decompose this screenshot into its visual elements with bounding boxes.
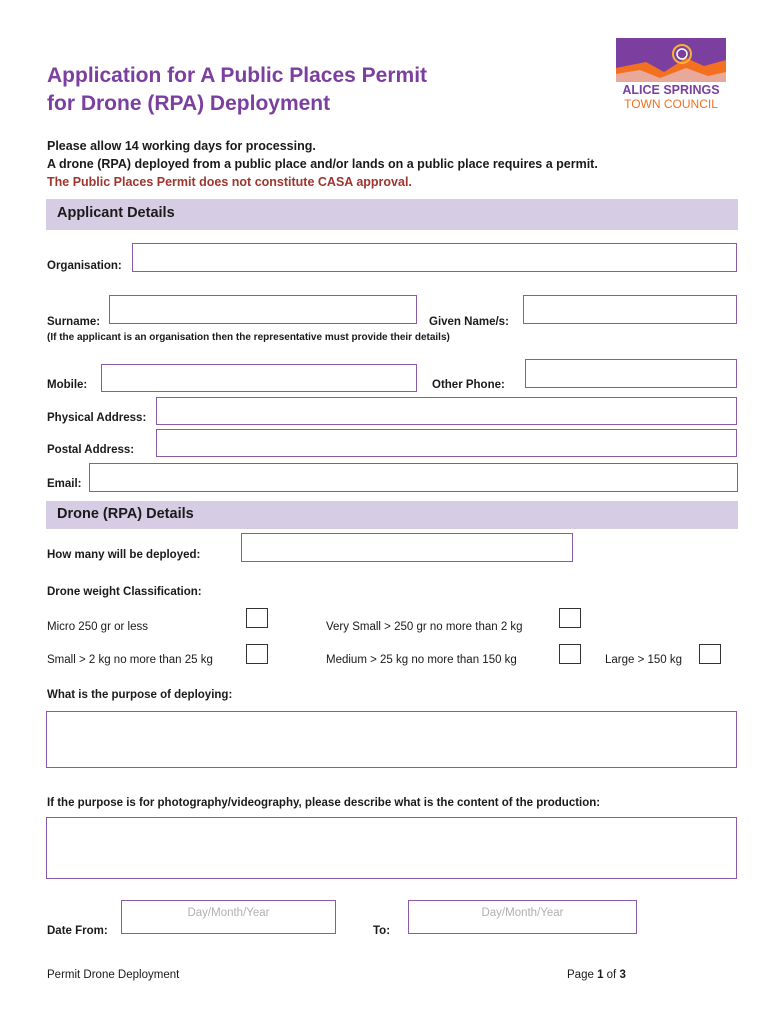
page-prefix: Page [567, 969, 598, 981]
intro-permit-required: A drone (RPA) deployed from a public place and/or lands on a public place requires a permit. [47, 157, 598, 171]
intro-processing: Please allow 14 working days for processing. [47, 139, 316, 153]
surname-label: Surname: [47, 316, 101, 328]
drone-count-field[interactable] [241, 533, 573, 562]
medium-checkbox[interactable] [559, 644, 581, 664]
drone-count-label: How many will be deployed: [47, 549, 201, 561]
title-line-1: Application for A Public Places Permit [47, 64, 428, 87]
drone-section-heading: Drone (RPA) Details [46, 501, 738, 529]
title-line-2: for Drone (RPA) Deployment [47, 92, 331, 115]
physical-address-field[interactable] [156, 397, 737, 425]
representative-note: (If the applicant is an organisation then the representative must provide their details) [47, 332, 450, 343]
purpose-label: What is the purpose of deploying: [47, 689, 233, 701]
production-textarea[interactable] [46, 817, 737, 879]
footer-document-name: Permit Drone Deployment [47, 969, 180, 981]
intro-casa-warning: The Public Places Permit does not constitute CASA approval. [47, 175, 412, 189]
production-label: If the purpose is for photography/videography, please describe what is the content of the production: [47, 797, 601, 809]
organisation-label: Organisation: [47, 260, 122, 272]
other-phone-label: Other Phone: [432, 379, 505, 391]
given-name-label: Given Name/s: [429, 316, 509, 328]
given-name-field[interactable] [523, 295, 737, 324]
page-mid: of [603, 969, 620, 981]
organisation-field[interactable] [132, 243, 737, 272]
large-checkbox[interactable] [699, 644, 721, 664]
logo-line-2: TOWN COUNCIL [624, 97, 718, 111]
small-checkbox[interactable] [246, 644, 268, 664]
council-logo [616, 38, 726, 114]
page-current: 1 [597, 969, 604, 981]
small-option-label: Small > 2 kg no more than 25 kg [47, 654, 213, 666]
mobile-label: Mobile: [47, 379, 88, 391]
micro-checkbox[interactable] [246, 608, 268, 628]
email-field[interactable] [89, 463, 738, 492]
weight-classification-label: Drone weight Classification: [47, 586, 202, 598]
very-small-option-label: Very Small > 250 gr no more than 2 kg [326, 621, 523, 633]
other-phone-field[interactable] [525, 359, 737, 388]
date-from-field[interactable]: Day/Month/Year [121, 900, 336, 934]
postal-address-label: Postal Address: [47, 444, 135, 456]
very-small-checkbox[interactable] [559, 608, 581, 628]
postal-address-field[interactable] [156, 429, 737, 457]
email-label: Email: [47, 478, 82, 490]
medium-option-label: Medium > 25 kg no more than 150 kg [326, 654, 517, 666]
footer-page-number [567, 969, 626, 981]
large-option-label: Large > 150 kg [605, 654, 683, 666]
page-total: 3 [619, 969, 626, 981]
micro-option-label: Micro 250 gr or less [47, 621, 148, 633]
physical-address-label: Physical Address: [47, 412, 147, 424]
mobile-field[interactable] [101, 364, 417, 392]
applicant-section-heading: Applicant Details [46, 199, 738, 230]
surname-field[interactable] [109, 295, 417, 324]
purpose-textarea[interactable] [46, 711, 737, 768]
date-to-label: To: [373, 925, 391, 937]
date-to-field[interactable]: Day/Month/Year [408, 900, 637, 934]
logo-line-1: ALICE SPRINGS [622, 83, 720, 97]
page-title [47, 62, 567, 118]
date-from-label: Date From: [47, 925, 108, 937]
